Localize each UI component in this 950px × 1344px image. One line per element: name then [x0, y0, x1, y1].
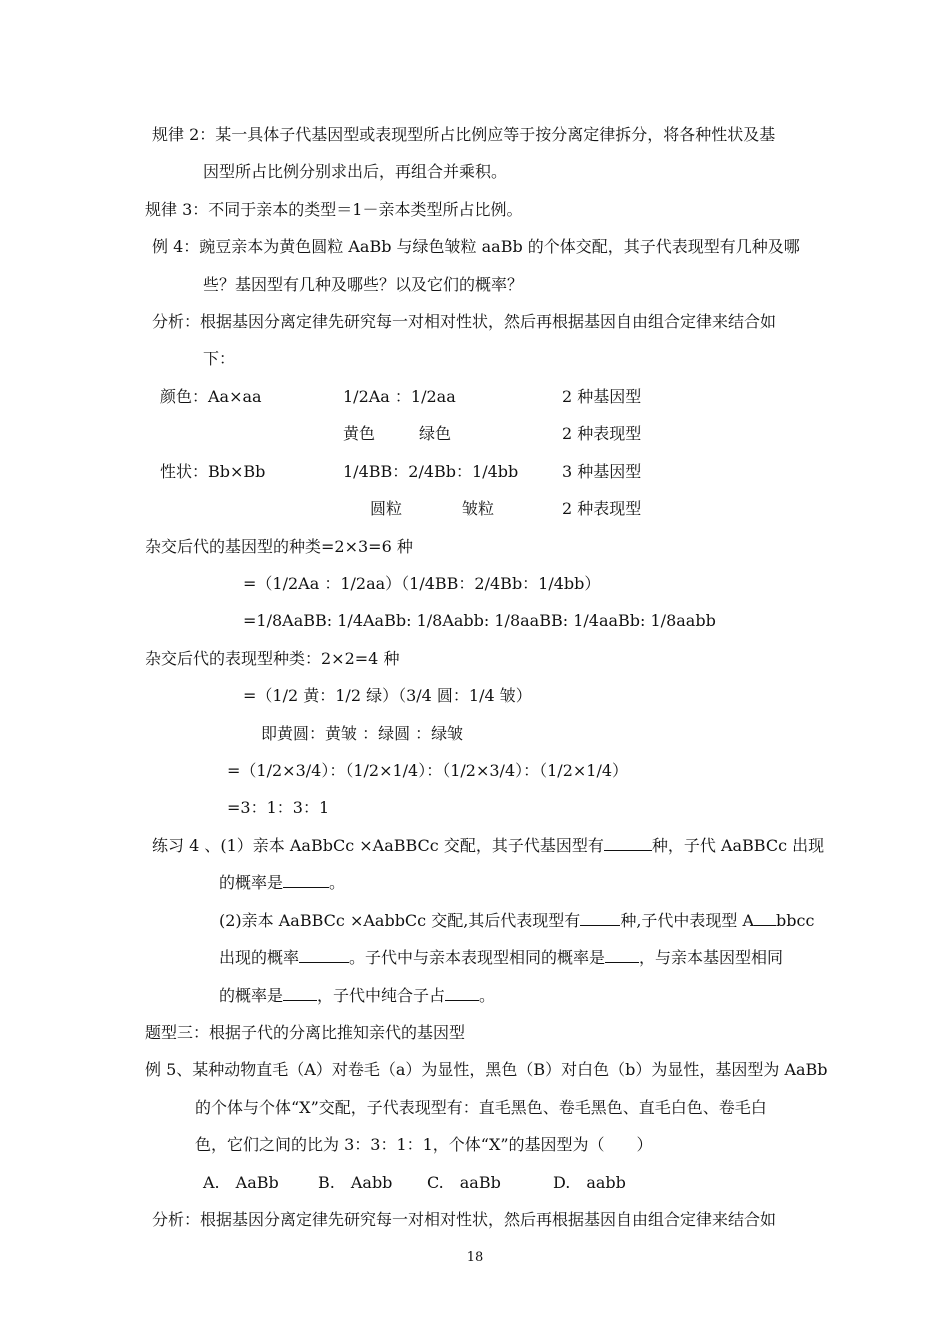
option-c: C. aaBb — [427, 1173, 501, 1192]
analysis1-line2: 下： — [203, 349, 236, 368]
color-genotype-count: 2 种基因型 — [562, 387, 642, 406]
rule2-line2: 因型所占比例分别求出后，再组合并乘积。 — [203, 162, 508, 181]
answer-blank[interactable] — [299, 947, 349, 963]
option-b: B. Aabb — [318, 1173, 393, 1192]
shape-round: 圆粒 — [370, 499, 403, 518]
example5-line1: 例 5、某种动物直毛（A）对卷毛（a）为显性，黑色（B）对白色（b）为显性，基因型为 AaBb — [145, 1060, 828, 1079]
color-phenotype-count: 2 种表现型 — [562, 424, 642, 443]
answer-blank[interactable] — [283, 872, 329, 888]
example5-line2: 的个体与个体“X”交配，子代表现型有：直毛黑色、卷毛黑色、直毛白色、卷毛白 — [195, 1098, 767, 1117]
answer-blank[interactable] — [445, 985, 479, 1001]
answer-blank[interactable] — [283, 985, 317, 1001]
color-cross-label: 颜色：Aa×aa — [160, 387, 262, 406]
practice4-q2-line2: 出现的概率 。子代中与亲本表现型相同的概率是 ，与亲本基因型相同 — [219, 948, 784, 967]
analysis1-line1: 分析：根据基因分离定律先研究每一对相对性状，然后再根据基因自由组合定律来结合如 — [152, 312, 777, 331]
example4-line1: 例 4：豌豆亲本为黄色圆粒 AaBb 与绿色皱粒 aaBb 的个体交配，其子代表现型有几种及哪 — [152, 237, 800, 256]
shape-ratio: 1/4BB：2/4Bb：1/4bb — [343, 462, 519, 481]
phenotype-ratio: =3：1：3：1 — [227, 798, 330, 817]
color-yellow: 黄色 — [343, 424, 376, 443]
rule2-line1: 规律 2：某一具体子代基因型或表现型所占比例应等于按分离定律拆分，将各种性状及基 — [152, 125, 776, 144]
practice4-q2-line1: (2)亲本 AaBBCc ×AabbCc 交配,其后代表现型有 种,子代中表现型 A bbcc — [219, 911, 815, 930]
genotype-result: =1/8AaBB: 1/4AaBb: 1/8Aabb: 1/8aaBB: 1/4aaBb: 1/8aabb — [243, 611, 716, 630]
shape-phenotype-count: 2 种表现型 — [562, 499, 642, 518]
question-type3-heading: 题型三：根据子代的分离比推知亲代的基因型 — [145, 1023, 466, 1042]
shape-wrinkled: 皱粒 — [462, 499, 495, 518]
phenotype-count-line: 杂交后代的表现型种类：2×2=4 种 — [145, 649, 400, 668]
phenotype-names: 即黄圆：黄皱 ：绿圆 ：绿皱 — [261, 724, 464, 743]
example4-line2: 些？基因型有几种及哪些？以及它们的概率？ — [203, 275, 524, 294]
analysis2-line1: 分析：根据基因分离定律先研究每一对相对性状，然后再根据基因自由组合定律来结合如 — [152, 1210, 777, 1229]
color-green: 绿色 — [419, 424, 452, 443]
answer-blank[interactable] — [604, 835, 652, 851]
practice4-q1-line1: 练习 4 、(1）亲本 AaBbCc ×AaBBCc 交配，其子代基因型有 种，子代 AaBBCc 出现 — [152, 836, 825, 855]
color-ratio: 1/2Aa ：1/2aa — [343, 387, 456, 406]
genotype-count-line: 杂交后代的基因型的种类=2×3=6 种 — [145, 537, 413, 556]
answer-blank[interactable] — [754, 910, 776, 926]
phenotype-expression: =（1/2 黄：1/2 绿）（3/4 圆：1/4 皱） — [243, 686, 532, 705]
page-number: 18 — [466, 1250, 484, 1265]
shape-cross-label: 性状：Bb×Bb — [160, 462, 266, 481]
rule3-line: 规律 3：不同于亲本的类型＝1－亲本类型所占比例。 — [145, 200, 523, 219]
answer-blank[interactable] — [580, 910, 620, 926]
genotype-expression: =（1/2Aa ：1/2aa）（1/4BB：2/4Bb：1/4bb） — [243, 574, 601, 593]
answer-blank[interactable] — [605, 947, 639, 963]
phenotype-calculation: =（1/2×3/4）：（1/2×1/4）：（1/2×3/4）：（1/2×1/4） — [227, 761, 629, 780]
shape-genotype-count: 3 种基因型 — [562, 462, 642, 481]
practice4-q2-line3: 的概率是 ，子代中纯合子占 。 — [219, 986, 496, 1005]
example5-line3: 色，它们之间的比为 3：3：1：1，个体“X”的基因型为（ ） — [195, 1135, 653, 1154]
practice4-q1-line2: 的概率是 。 — [219, 873, 346, 892]
option-a: A. AaBb — [203, 1173, 279, 1192]
option-d: D. aabb — [553, 1173, 626, 1192]
practice4-q1-text: 练习 4 、(1）亲本 AaBbCc ×AaBBCc 交配，其子代基因型有 — [152, 836, 604, 855]
